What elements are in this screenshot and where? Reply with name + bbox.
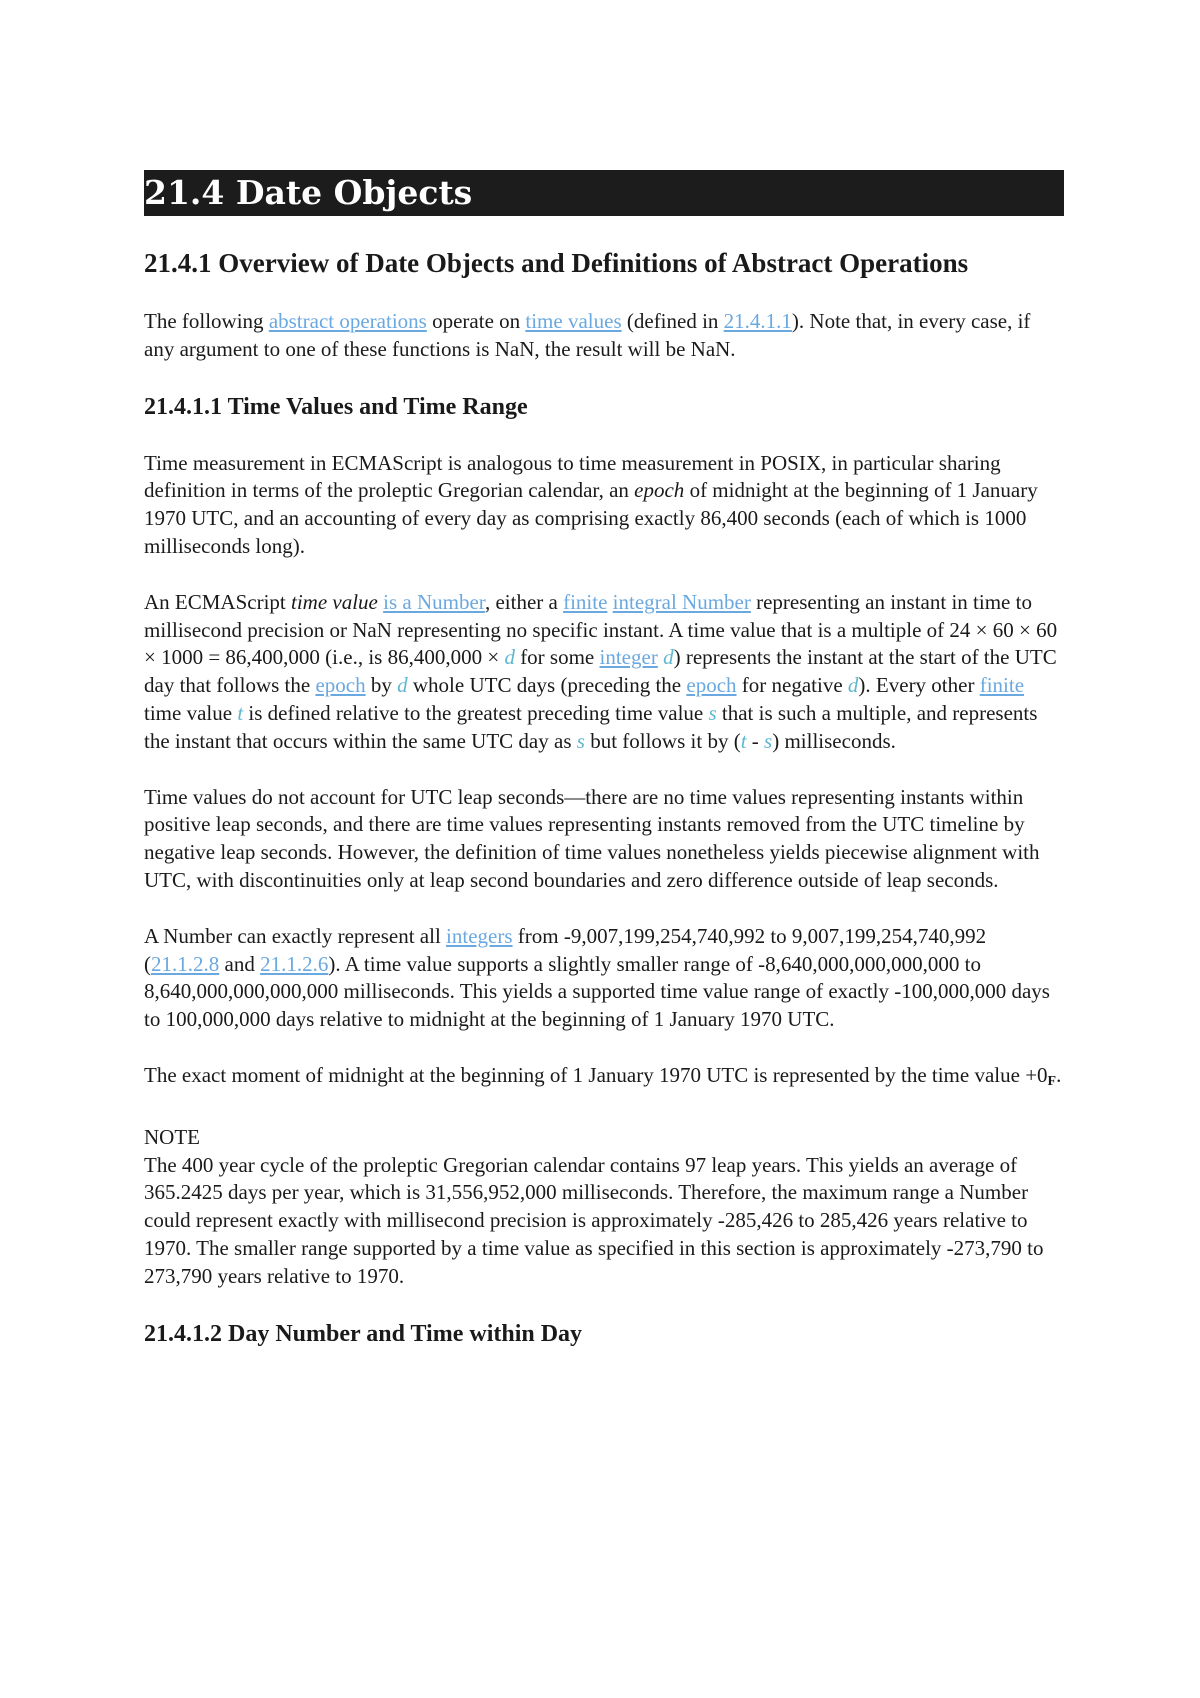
document-page <box>144 170 1064 1349</box>
variable-t: t <box>740 728 747 753</box>
variable-s: s <box>708 700 717 725</box>
time-values-link[interactable]: time values <box>525 309 622 333</box>
paragraph-epoch-value: The exact moment of midnight at the beginning of 1 January 1970 UTC is represented by the time value $+0_F$. <box>144 1062 1062 1089</box>
note-label: NOTE <box>144 1124 200 1149</box>
page-title: 21.4 Date Objects <box>144 170 1064 216</box>
variable-s: s <box>764 728 773 753</box>
paragraph-number-range: A Number can exactly represent all integers from -9,007,199,254,740,992 to 9,007,199,254,740,992 (21.1.2.8 and 21.1.2.6). A time value supports a slightly smaller range of -8,640,000,000,000,000 to 8,640,000,000,000,000 milliseconds. This yields a supported time value range of exactly -100,000,000 days to 100,000,000 days relative to midnight at the beginning of 1 January 1970 UTC. <box>144 923 1050 1032</box>
variable-d: d <box>663 645 674 670</box>
variable-d: d <box>504 645 515 670</box>
paragraph-time-value-definition: An ECMAScript time value is a Number, either a finite integral Number representing an instant in time to millisecond precision or NaN representing no specific instant. A time value that is a multiple of 24 × 60 × 60 × 1000 = 86,400,000 (i.e., is 86,400,000 × d for some integer d) represents the instant at the start of the UTC day that follows the epoch by d whole UTC days (preceding the epoch for negative d). Every other finite time value t is defined relative to the greatest preceding time value s that is such a multiple, and represents the instant that occurs within the same UTC day as s but follows it by (t - s) milliseconds. <box>144 589 1058 753</box>
float-subscript: F <box>1047 1073 1057 1089</box>
finite-link[interactable]: finite <box>979 673 1025 698</box>
epoch-link[interactable]: epoch <box>686 673 737 698</box>
intro-paragraph: The following abstract operations operate on time values (defined in 21.4.1.1). Note that, in every case, if any argument to one of these functions is NaN, the result will be NaN. <box>144 309 1031 361</box>
is-a-number-link[interactable]: is a Number <box>383 589 485 614</box>
subsection-heading-time-values: 21.4.1.1 Time Values and Time Range <box>144 393 528 420</box>
section-21-1-2-6-link[interactable]: 21.1.2.6 <box>260 951 329 976</box>
paragraph-leap-seconds: Time values do not account for UTC leap seconds—there are no time values representing instants within positive leap seconds, and there are time values representing instants removed from the UTC timeline by negative leap seconds. However, the definition of time values nonetheless yields piecewise alignment with UTC, with discontinuities only at leap second boundaries and zero difference outside of leap seconds. <box>144 784 1040 892</box>
subsection-heading-day-number: 21.4.1.2 Day Number and Time within Day <box>144 1320 583 1347</box>
integers-link[interactable]: integers <box>446 923 513 948</box>
section-21-1-2-8-link[interactable]: 21.1.2.8 <box>151 951 220 976</box>
integer-link[interactable]: integer <box>599 645 658 670</box>
variable-d: d <box>847 673 859 698</box>
section-21-4-1-1-link[interactable]: 21.4.1.1 <box>723 309 792 333</box>
paragraph-time-measurement: Time measurement in ECMAScript is analogous to time measurement in POSIX, in particular sharing definition in terms of the proleptic Gregorian calendar, an epoch of midnight at the beginning of 1 January 1970 UTC, and an accounting of every day as comprising exactly 86,400 seconds (each of which is 1000 milliseconds long). <box>144 450 1038 558</box>
integral-number-link[interactable]: integral Number <box>612 589 751 614</box>
variable-d: d <box>397 673 408 698</box>
abstract-operations-link[interactable]: abstract operations <box>268 309 427 333</box>
variable-t: t <box>237 700 244 725</box>
finite-link[interactable]: finite <box>563 589 608 614</box>
epoch-link[interactable]: epoch <box>315 673 366 698</box>
variable-s: s <box>576 728 585 753</box>
note-text: The 400 year cycle of the proleptic Gregorian calendar contains 97 leap years. This yields an average of 365.2425 days per year, which is 31,556,952,000 milliseconds. Therefore, the maximum range a Number could represent exactly with millisecond precision is approximately -285,426 to 285,426 years relative to 1970. The smaller range supported by a time value as specified in this section is approximately -273,790 to 273,790 years relative to 1970. <box>144 1152 1044 1288</box>
section-heading: 21.4.1 Overview of Date Objects and Definitions of Abstract Operations <box>144 248 969 278</box>
